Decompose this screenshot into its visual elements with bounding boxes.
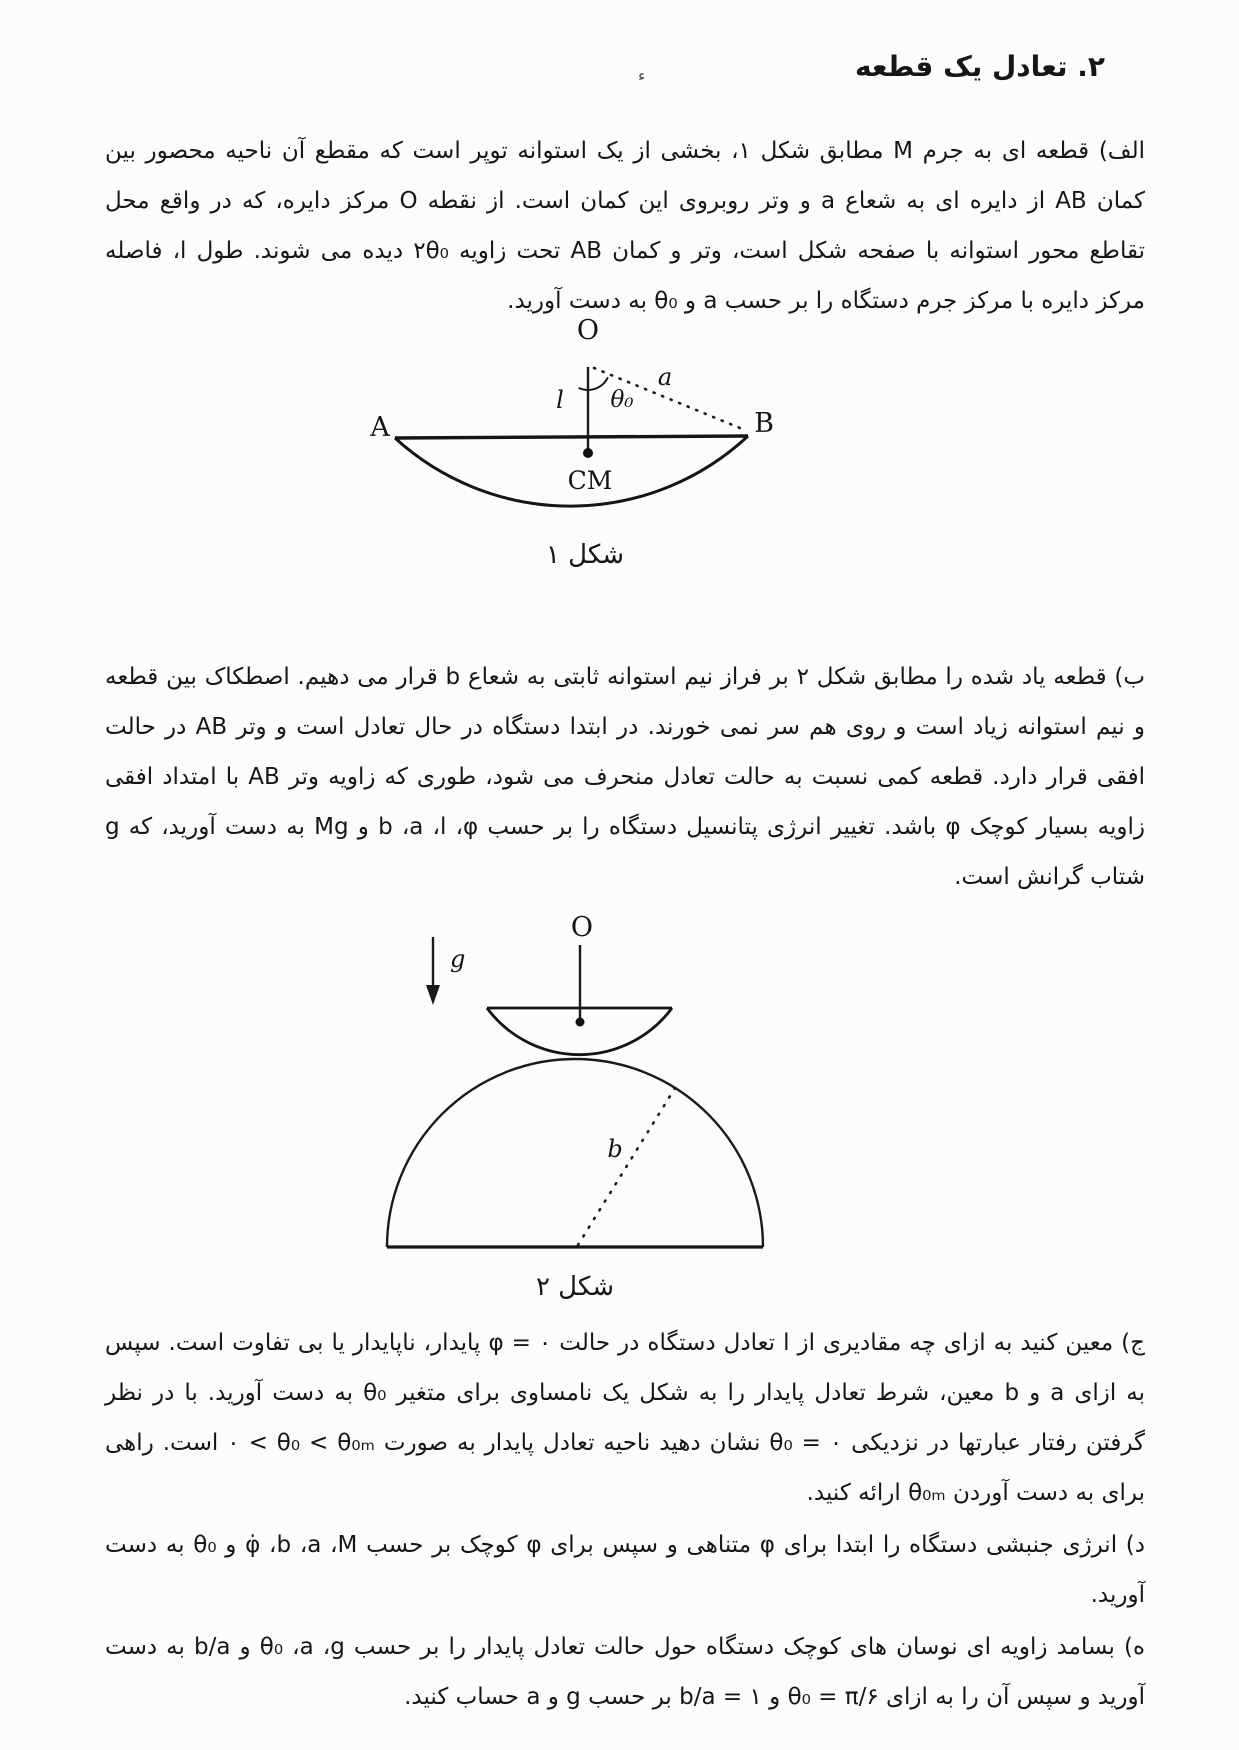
angle-arc	[579, 377, 608, 390]
gravity-g-label: g	[450, 945, 466, 973]
gravity-arrow-head	[426, 985, 440, 1005]
paragraph-part-jim: ج) معین کنید به ازای چه مقادیری از l تعادل دستگاه در حالت ⁦φ = ۰⁩ پایدار، ناپایدار یا بی تفاوت است. سپس به ازای a و b معین، شرط تعادل پایدار را به شکل یک نامساوی برای متغیر θ₀ به دست آورید. با در نظر گرفتن رفتار عبارتها در نزدیکی ⁦θ₀ = ۰⁩ نشان دهید ناحیه تعادل پایدار به صورت ⁦۰ < θ₀ < θ₀ₘ⁩ است. راهی برای به دست آوردن θ₀ₘ ارائه کنید.	[105, 1330, 1145, 1506]
paragraph-part-he: ه) بسامد زاویه ای نوسان های کوچک دستگاه حول حالت تعادل پایدار را بر حسب g،‏ a،‏ θ₀ و ⁦b/a⁩ به دست آورید و سپس آن را به ازای ⁦θ₀ = π/۶⁩ و ⁦b/a = ۱⁩ بر حسب g و a حساب کنید.	[105, 1634, 1146, 1710]
cm-dot	[583, 448, 593, 458]
figure1-caption: شکل ۱	[545, 540, 625, 570]
figure1-diagram	[370, 305, 790, 535]
point-o-label: O	[570, 912, 594, 943]
paragraph-part-alef: الف) قطعه ای به جرم M مطابق شکل ۱، بخشی از یک استوانه توپر است که مقطع آن ناحیه محصور بین کمان AB از دایره ای به شعاع a و وتر روبروی این کمان است. از نقطه O مرکز دایره، که در واقع محل تقاطع محور استوانه با صفحه شکل است، وتر و کمان AB تحت زاویه ⁦۲θ₀⁩ دیده می شوند. طول l، فاصله مرکز دایره با مرکز جرم دستگاه را بر حسب a و θ₀ به دست آورید.	[105, 138, 1146, 314]
vertex-b-label: B	[754, 408, 774, 439]
radius-a-label: a	[657, 363, 673, 391]
cm-label: CM	[567, 466, 613, 495]
scan-artifact-mark: ء	[638, 66, 646, 85]
paragraph-part-dal: د) انرژی جنبشی دستگاه را ابتدا برای φ متناهی و سپس برای φ کوچک بر حسب M،‏ a،‏ b،‏ φ̇ و θ₀ به دست آورید.	[105, 1532, 1146, 1608]
vertex-a-label: A	[370, 412, 390, 443]
radius-b-label: b	[607, 1135, 623, 1163]
paragraph-part-be: ب) قطعه یاد شده را مطابق شکل ۲ بر فراز نیم استوانه ثابتی به شعاع b قرار می دهیم. اصطکاک بین قطعه و نیم استوانه زیاد است و روی هم سر نمی خورند. در ابتدا دستگاه در حال تعادل است و وتر AB در حالت افقی قرار دارد. قطعه کمی نسبت به حالت تعادل منحرف می شود، طوری که زاویه وتر AB با امتداد افقی زاویه بسیار کوچک φ باشد. تغییر انرژی پتانسیل دستگاه را بر حسب φ،‏ l،‏ a،‏ b و Mg به دست آورید، که g شتاب گرانش است.	[105, 664, 1146, 890]
page-title: ۲. تعادل یک قطعه	[854, 50, 1105, 83]
chord-line	[395, 436, 748, 438]
radius-dotted-line	[578, 1088, 675, 1245]
figure2-caption: شکل ۲	[535, 1272, 615, 1302]
cm-dot	[576, 1018, 585, 1027]
figure2-diagram	[355, 905, 835, 1275]
semicylinder-arc	[387, 1059, 763, 1247]
point-o-label: O	[576, 315, 600, 346]
angle-theta-label: θ₀	[610, 387, 634, 413]
length-l-label: l	[556, 386, 564, 414]
